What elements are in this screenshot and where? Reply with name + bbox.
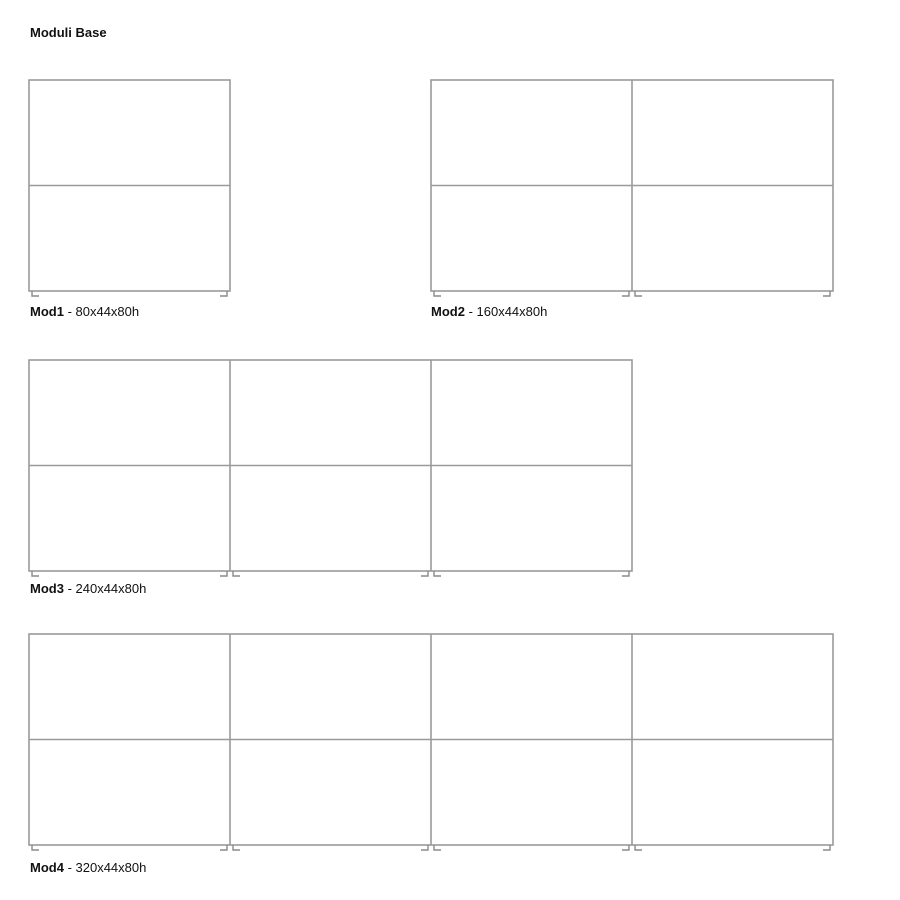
module-frame [29, 634, 833, 845]
module-elevation [430, 79, 834, 297]
module-dimensions: 80x44x80h [75, 304, 140, 319]
module-separator: - [464, 304, 477, 319]
module-mod4-caption [30, 860, 146, 875]
module-separator: - [63, 581, 76, 596]
module-separator: - [63, 304, 76, 319]
module-separator: - [63, 860, 76, 875]
module-elevation [28, 633, 834, 851]
module-mod4-drawing [28, 633, 834, 851]
module-frame [29, 360, 632, 571]
module-mod1-drawing [28, 79, 231, 297]
module-mod2-caption [431, 304, 547, 319]
module-name: Mod3 [30, 581, 64, 596]
module-name: Mod2 [431, 304, 465, 319]
page-title: Moduli Base [30, 25, 107, 40]
module-dimensions: 160x44x80h [476, 304, 548, 319]
module-mod1-caption [30, 304, 139, 319]
module-elevation [28, 79, 231, 297]
module-frame [431, 80, 833, 291]
module-dimensions: 320x44x80h [75, 860, 147, 875]
module-name: Mod1 [30, 304, 64, 319]
module-mod3-drawing [28, 359, 633, 577]
module-mod2-drawing [430, 79, 834, 297]
module-frame [29, 80, 230, 291]
module-elevation [28, 359, 633, 577]
module-mod3-caption [30, 581, 146, 596]
module-dimensions: 240x44x80h [75, 581, 147, 596]
module-name: Mod4 [30, 860, 64, 875]
